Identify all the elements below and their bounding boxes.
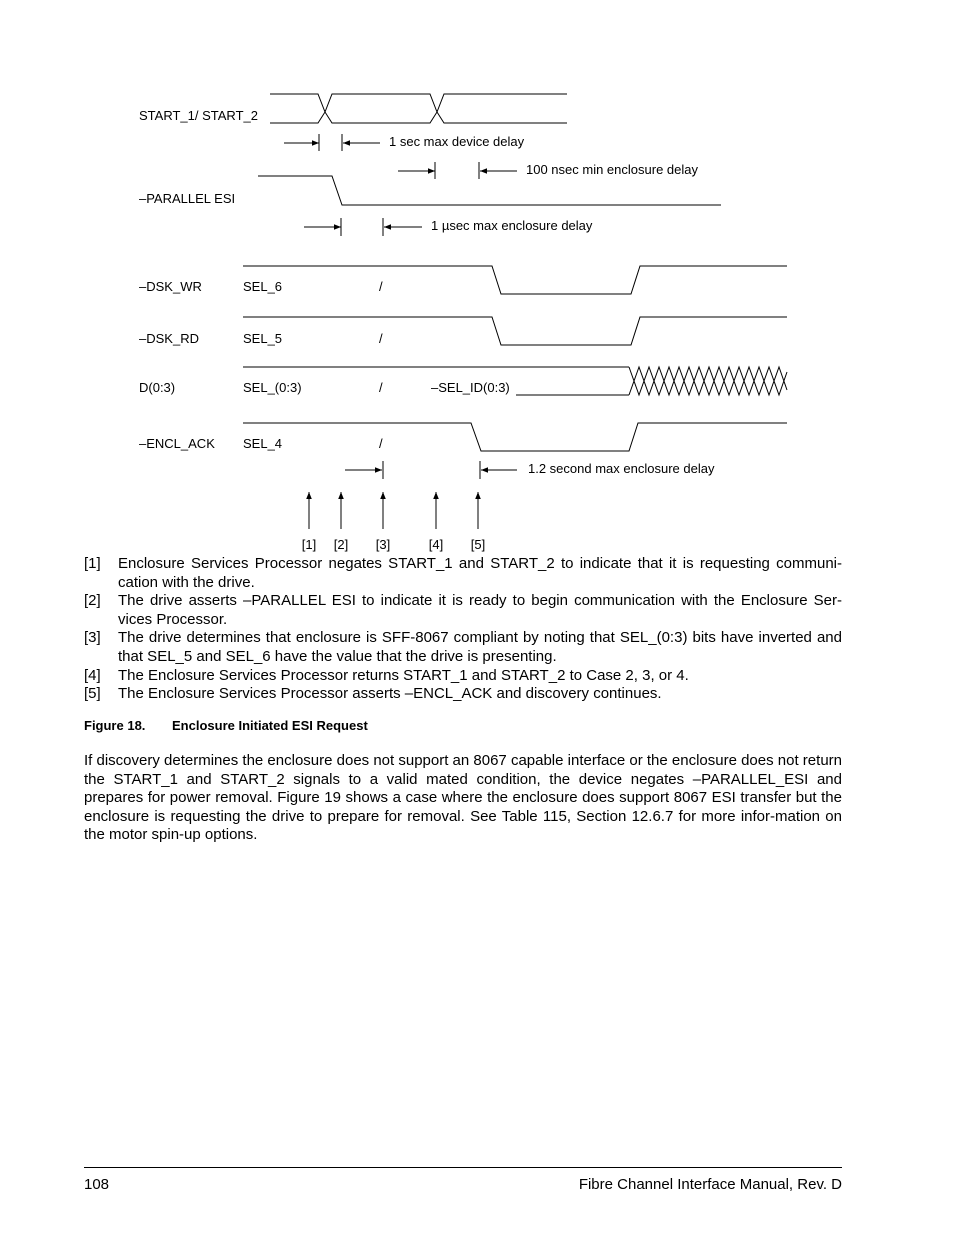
step-text: The Enclosure Services Processor returns START_1 and START_2 to Case 2, 3, or 4.	[118, 666, 689, 684]
figure-title: Enclosure Initiated ESI Request	[172, 718, 368, 733]
step-number: [5]	[84, 685, 101, 703]
data-waveform	[243, 367, 787, 395]
value-sel6: SEL_6	[243, 279, 283, 294]
slash-dsk-rd: /	[379, 331, 383, 346]
delay-label-1: 1 sec max device delay	[389, 134, 525, 149]
step-text: The drive determines that enclosure is SFF-8067 compliant by noting that SEL_(0:3) bits have inverted and that SEL_5 and SEL_6 have the value that the drive is presenting.	[118, 629, 842, 665]
step-list	[84, 555, 842, 704]
value-sel03: SEL_(0:3)	[243, 380, 302, 395]
start-waveform	[270, 94, 567, 123]
slash-data: /	[379, 380, 383, 395]
event-marker-4: [4]	[428, 537, 444, 552]
step-text: The drive asserts –PARALLEL ESI to indicate it is ready to begin communication with the Enclosure Ser-vices Processor.	[118, 592, 842, 628]
dsk-rd-waveform	[243, 317, 787, 345]
event-marker-1: [1]	[301, 537, 317, 552]
footer-document-title: Fibre Channel Interface Manual, Rev. D	[578, 1176, 842, 1193]
list-item	[84, 555, 842, 592]
footer-divider	[84, 1167, 842, 1168]
list-item	[84, 667, 842, 686]
delay-1-indicator	[284, 134, 380, 151]
slash-dsk-wr: /	[379, 279, 383, 294]
figure-caption	[84, 718, 368, 733]
delay-3-indicator	[304, 218, 422, 236]
event-marker-2: [2]	[333, 537, 349, 552]
step-text: Enclosure Services Processor negates START_1 and START_2 to indicate that it is requesting communi-cation with the drive.	[118, 555, 842, 591]
delay-label-2: 100 nsec min enclosure delay	[526, 162, 698, 177]
list-item	[84, 685, 842, 704]
list-item	[84, 629, 842, 666]
page-number: 108	[84, 1176, 110, 1193]
figure-number: Figure 18.	[84, 718, 146, 733]
timing-diagram	[0, 0, 954, 560]
signal-label-dsk-rd: –DSK_RD	[139, 331, 199, 346]
step-text: The Enclosure Services Processor asserts –ENCL_ACK and discovery continues.	[118, 685, 662, 703]
slash-encl-ack: /	[379, 436, 383, 451]
delay-2-indicator	[398, 162, 517, 179]
signal-label-parallel-esi: –PARALLEL ESI	[139, 191, 236, 206]
value-sel5: SEL_5	[243, 331, 283, 346]
encl-ack-waveform	[243, 423, 787, 451]
event-marker-3: [3]	[375, 537, 391, 552]
delay-4-indicator	[345, 461, 517, 479]
event-marker-5: [5]	[470, 537, 486, 552]
signal-label-start: START_1/ START_2	[139, 108, 258, 123]
parallel-esi-waveform	[258, 176, 721, 205]
signal-label-dsk-wr: –DSK_WR	[139, 279, 202, 294]
list-item	[84, 592, 842, 629]
delay-label-4: 1.2 second max enclosure delay	[528, 461, 715, 476]
body-paragraph: If discovery determines the enclosure does not support an 8067 capable interface or the enclosure does not return the START_1 and START_2 signals to a valid mated condition, the device negates –PARALLEL_ESI and prepares for power removal. Figure 19 shows a case where the enclosure does support 8067 ESI transfer but the enclosure is requesting the drive to prepare for removal. See Table 115, Section 12.6.7 for more infor-mation on the motor spin-up options.	[84, 752, 842, 844]
step-number: [4]	[84, 666, 101, 684]
value-sel4: SEL_4	[243, 436, 283, 451]
delay-label-3: 1 µsec max enclosure delay	[431, 218, 593, 233]
signal-label-encl-ack: –ENCL_ACK	[139, 436, 215, 451]
signal-label-data: D(0:3)	[139, 380, 176, 395]
step-number: [3]	[84, 629, 101, 647]
step-number: [2]	[84, 592, 101, 610]
value-sel-id: –SEL_ID(0:3)	[431, 380, 510, 395]
dsk-wr-waveform	[243, 266, 787, 294]
step-number: [1]	[84, 555, 101, 572]
